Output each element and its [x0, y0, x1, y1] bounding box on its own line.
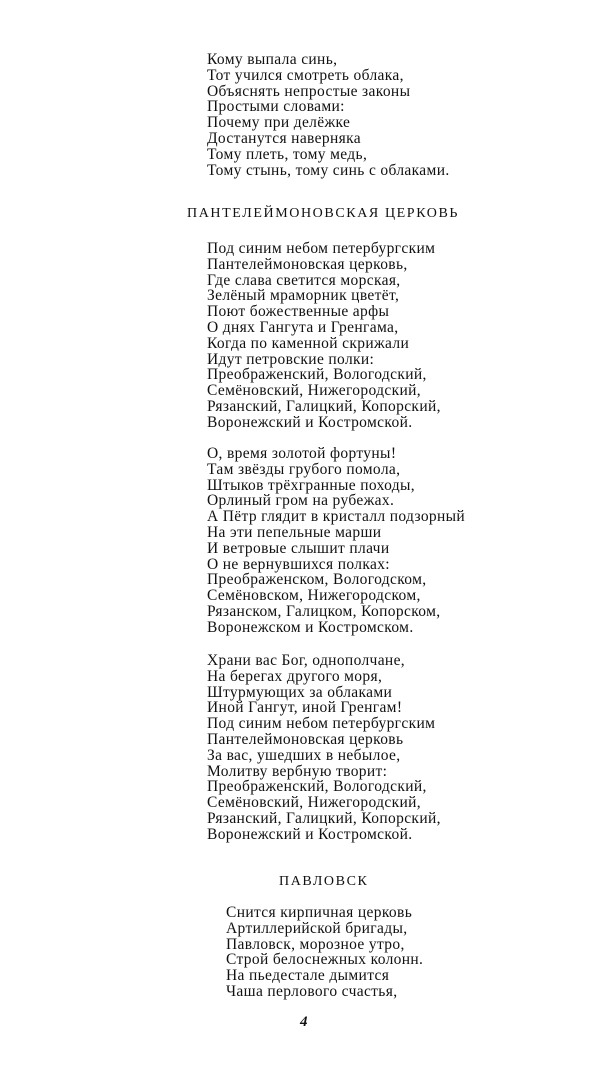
- poem-line: Воронежский и Костромской.: [207, 825, 413, 843]
- poem-line: Кому выпала синь,: [207, 51, 338, 68]
- poem-line: Строй белоснежных колонн.: [226, 951, 424, 969]
- poem-line: Воронежский и Костромской.: [207, 413, 413, 431]
- poem-line: На пьедестале дымится: [226, 967, 390, 985]
- poem-line: Достанутся наверняка: [207, 129, 361, 147]
- church-poem-stanza-2: [207, 446, 465, 636]
- poem-line: Где слава светится морская,: [207, 271, 401, 289]
- poem-line: И ветровые слышит плачи: [207, 539, 390, 557]
- poem-line: Чаша перлового счастья,: [226, 982, 398, 1000]
- poem-line: Семёновский, Нижегородский,: [207, 382, 421, 400]
- poem-line: Молитву вербную творит:: [207, 762, 388, 780]
- church-poem-stanza-1: [207, 241, 441, 431]
- poem-line: Рязанском, Галицком, Копорском,: [207, 602, 441, 620]
- poem-line: Под синим небом петербургским: [207, 715, 436, 733]
- poem-line: Объяснять непростые законы: [207, 82, 411, 100]
- poem-line: А Пётр глядит в кристалл подзорный: [207, 508, 466, 526]
- poem-title-pavlovsk: ПАВЛОВСК: [279, 874, 369, 889]
- poem-line: Тот учился смотреть облака,: [207, 66, 404, 84]
- poem-line: О днях Гангута и Гренгама,: [207, 318, 399, 336]
- poem-line: На берегах другого моря,: [207, 667, 383, 685]
- poem-line: Зелёный мраморник цветёт,: [207, 287, 400, 305]
- poem-line: Иной Гангут, иной Гренгам!: [207, 699, 403, 717]
- poem-line: Семёновский, Нижегородский,: [207, 794, 421, 812]
- poem-line: Снится кирпичная церковь: [226, 904, 413, 921]
- poem-line: Храни вас Бог, однополчане,: [207, 652, 406, 669]
- poem-line: Преображенский, Вологодский,: [207, 366, 427, 384]
- church-poem-stanza-3: [207, 653, 441, 843]
- poem-line: Преображенском, Вологодском,: [207, 571, 427, 589]
- poem-line: О, время золотой фортуны!: [207, 445, 397, 462]
- poem-line: Штурмующих за облаками: [207, 683, 393, 701]
- poem-line: Тому плеть, тому медь,: [207, 145, 368, 163]
- poem-line: Преображенский, Вологодский,: [207, 778, 427, 796]
- poem-line: Когда по каменной скрижали: [207, 334, 410, 352]
- poem-line: Рязанский, Галицкий, Копорский,: [207, 397, 441, 415]
- page-number: 4: [300, 1014, 308, 1030]
- poem-line: Воронежском и Костромском.: [207, 618, 414, 636]
- poem-line: О не вернувшихся полках:: [207, 555, 390, 573]
- previous-poem-ending: [207, 52, 450, 178]
- poem-line: Штыков трёхгранные походы,: [207, 476, 415, 494]
- poem-line: Артиллерийской бригады,: [226, 919, 408, 937]
- poem-line: За вас, ушедших в небылое,: [207, 746, 401, 764]
- poem-line: Под синим небом петербургским: [207, 240, 436, 257]
- poem-line: На эти пепельные марши: [207, 523, 382, 541]
- poem-line: Орлиный гром на рубежах.: [207, 492, 395, 510]
- poem-line: Павловск, морозное утро,: [226, 935, 405, 953]
- poem-line: Поют божественные арфы: [207, 303, 390, 321]
- poem-line: Пантелеймоновская церковь: [207, 730, 404, 748]
- poem-line: Почему при делёжке: [207, 114, 351, 132]
- poem-line: Простыми словами:: [207, 98, 345, 116]
- poem-line: Рязанский, Галицкий, Копорский,: [207, 809, 441, 827]
- poem-line: Там звёзды грубого помола,: [207, 460, 401, 478]
- poem-line: Тому стынь, тому синь с облаками.: [207, 161, 450, 179]
- poem-title-church: ПАНТЕЛЕЙМОНОВСКАЯ ЦЕРКОВЬ: [187, 206, 460, 221]
- pavlovsk-poem-stanza-1: [226, 905, 423, 1000]
- poem-line: Идут петровские полки:: [207, 350, 375, 368]
- poem-line: Пантелеймоновская церковь,: [207, 255, 408, 273]
- poem-line: Семёновском, Нижегородском,: [207, 587, 421, 605]
